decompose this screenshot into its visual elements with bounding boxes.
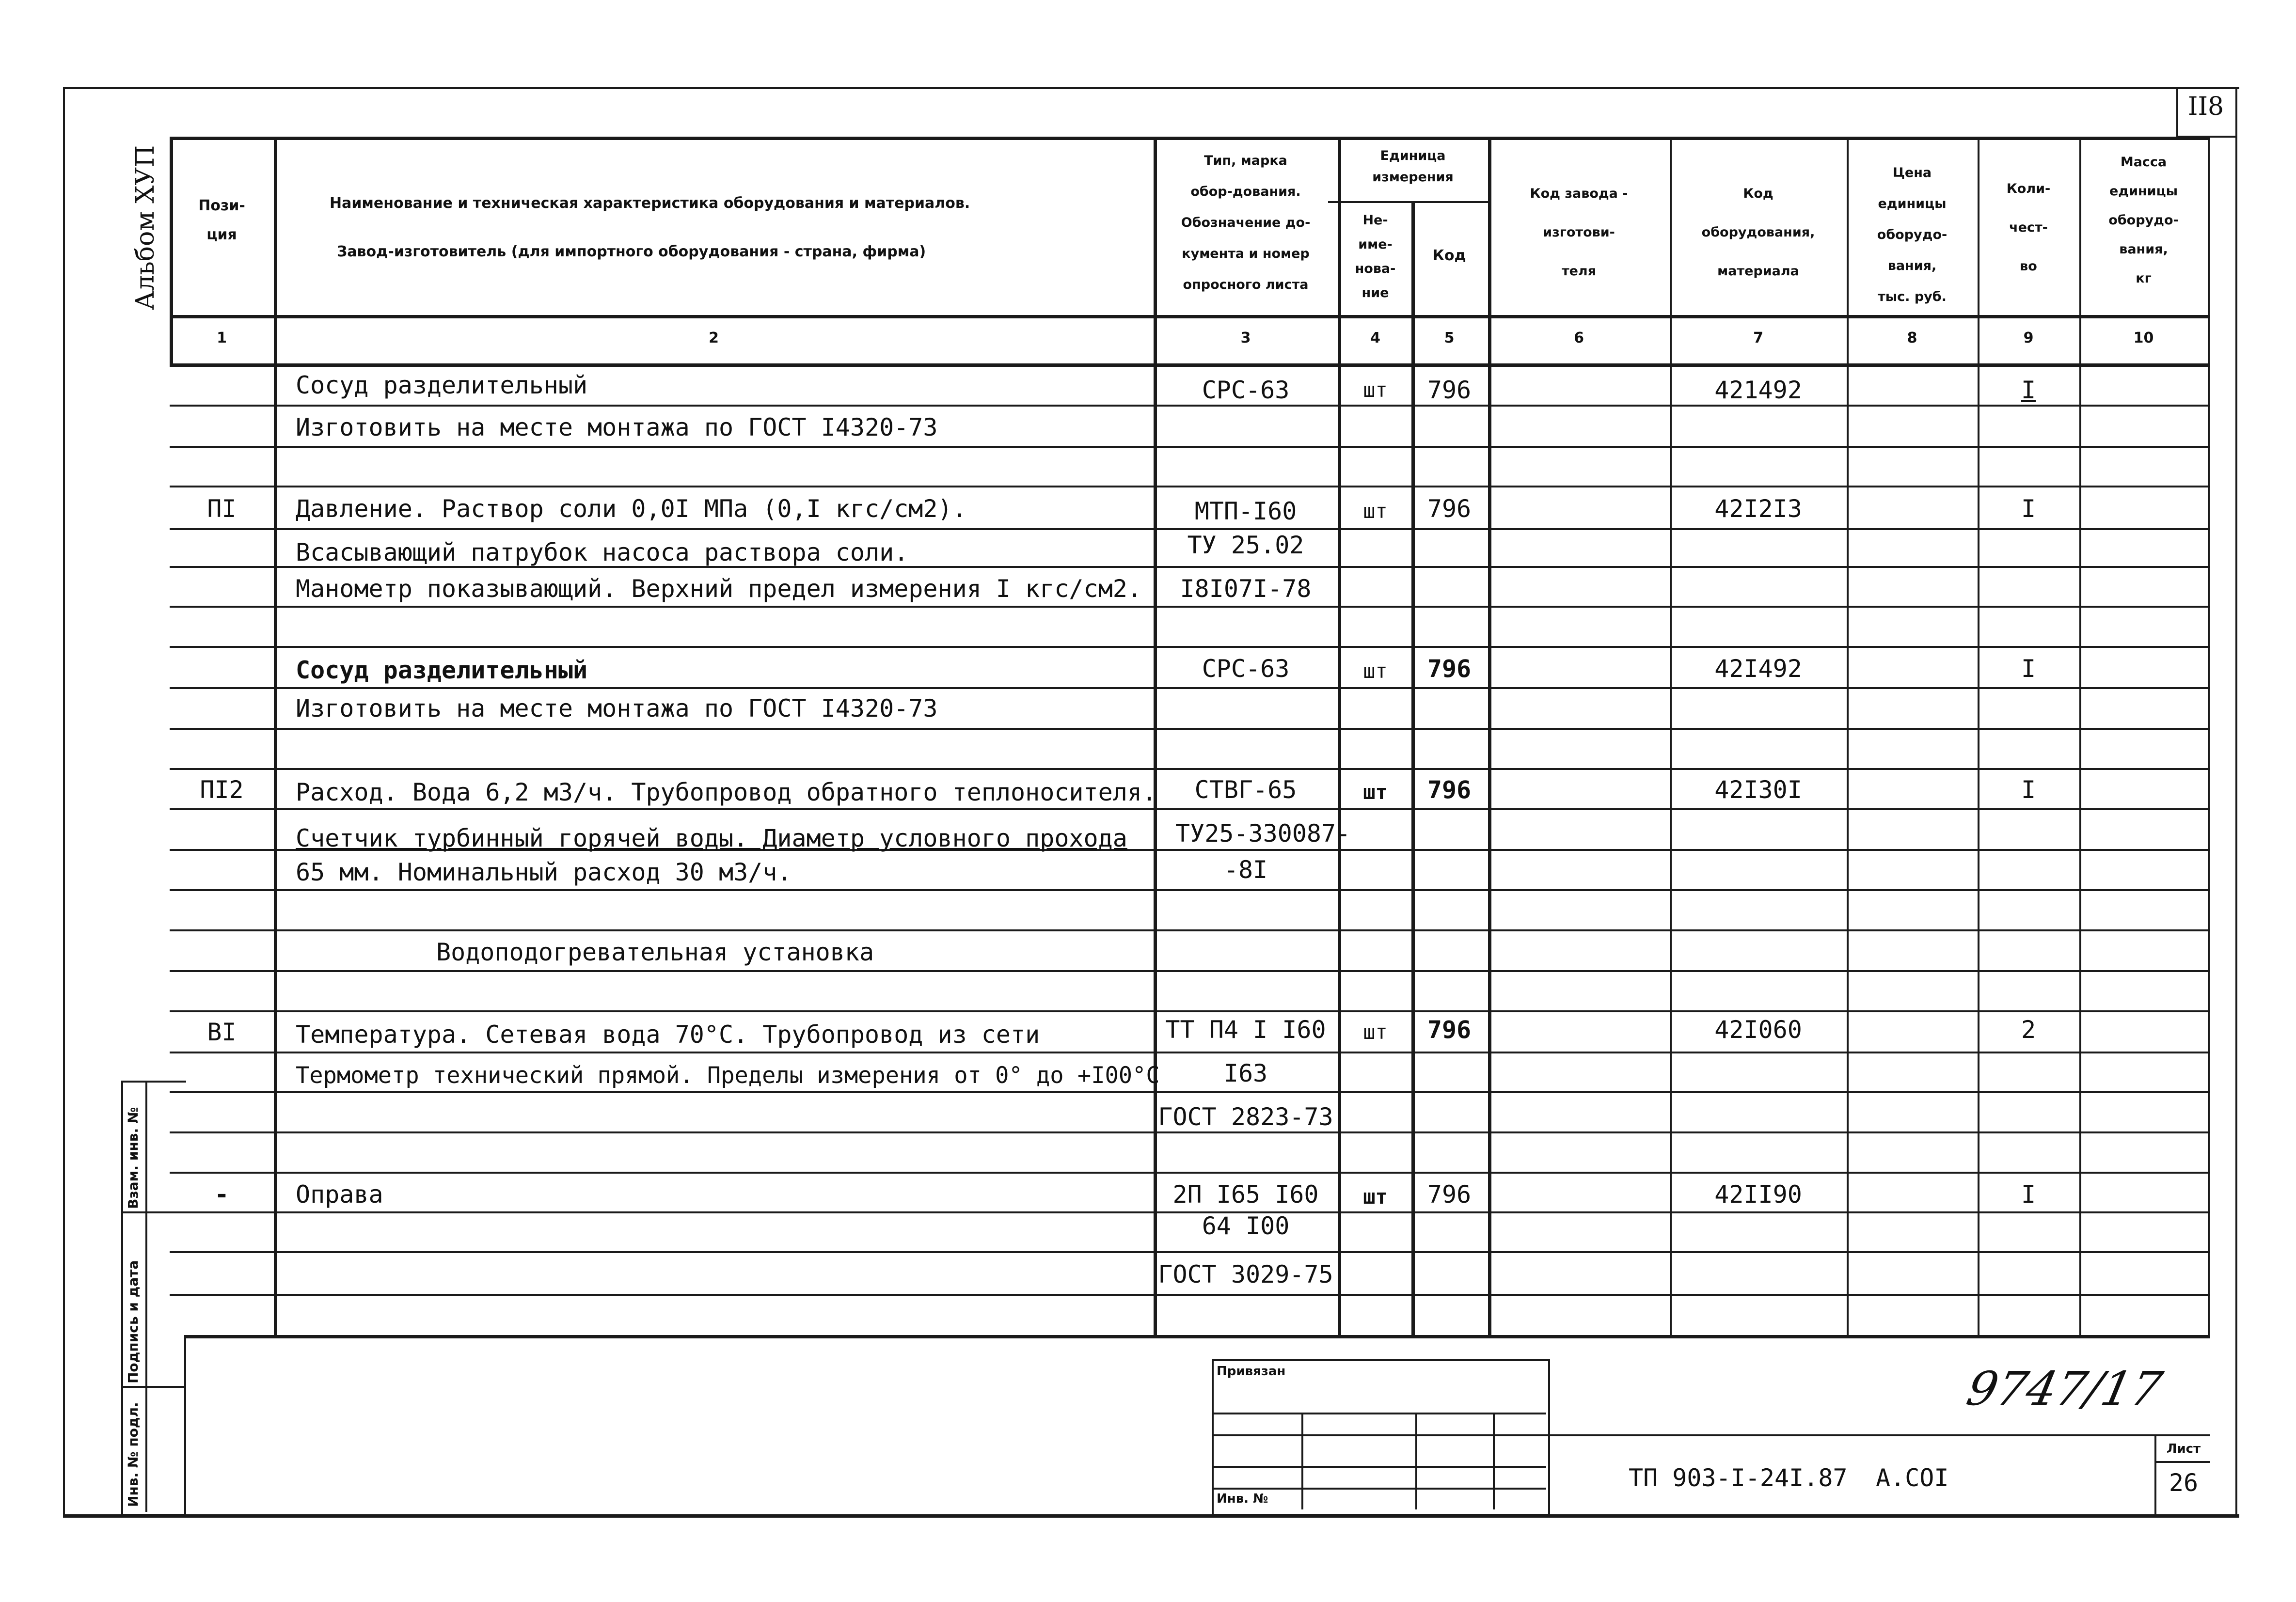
- row-pos: ПI: [207, 495, 237, 523]
- header-price: Цена единицы оборудо- вания, тыс. руб.: [1877, 165, 1948, 304]
- row-type: 64 I00: [1202, 1212, 1290, 1240]
- frame-left: [63, 87, 65, 1517]
- row-type: -8I: [1223, 856, 1268, 884]
- row-equip-code: 42II90: [1714, 1180, 1802, 1209]
- row-divider: [170, 768, 2210, 770]
- row-unit: шт: [1363, 659, 1388, 683]
- row-name: Давление. Раствор соли 0,0I МПа (0,I кгс/см2).: [296, 495, 967, 523]
- row-type: СРС-63: [1202, 655, 1290, 683]
- signature-date-label: Подпись и дата: [125, 1260, 141, 1383]
- row-pos: BI: [207, 1018, 237, 1046]
- row-unit: шт: [1363, 780, 1388, 804]
- doc-part: А.СОI: [1876, 1464, 1949, 1492]
- row-divider: [170, 1251, 2210, 1253]
- header-manufacturer-code: Код завода - изготови- теля: [1530, 186, 1628, 279]
- row-type: ГОСТ 2823-73: [1158, 1103, 1333, 1131]
- row-divider: [170, 646, 2210, 648]
- header-equipment-code: Код оборудования, материала: [1701, 186, 1815, 279]
- row-unit: шт: [1363, 499, 1388, 523]
- handwritten-number: 9747/17: [1962, 1362, 2167, 1416]
- row-name: Изготовить на месте монтажа по ГОСТ I4320-73: [296, 413, 938, 441]
- row-name: 65 мм. Номинальный расход 30 м3/ч.: [296, 858, 792, 886]
- row-divider: [170, 528, 2210, 530]
- row-code: 796: [1427, 1016, 1472, 1044]
- row-divider: [170, 1010, 2210, 1012]
- row-divider: [170, 1091, 2210, 1093]
- colnum-2: 2: [709, 330, 719, 346]
- header-name: Наименование и техническая характеристика оборудования и материалов. Завод-изготовитель (для импортного оборудования - страна, фирма): [330, 195, 970, 260]
- row-code: 796: [1427, 655, 1472, 683]
- row-code: 796: [1427, 776, 1472, 804]
- colnum-8: 8: [1907, 330, 1917, 346]
- row-name: Расход. Вода 6,2 м3/ч. Трубопровод обратного теплоносителя.: [296, 778, 1157, 806]
- row-qty: I: [2021, 376, 2036, 404]
- row-qty: I: [2021, 655, 2036, 683]
- row-divider: [170, 405, 2210, 407]
- header-unit-group: Единица измерения: [1372, 148, 1454, 185]
- colnum-7: 7: [1753, 330, 1763, 346]
- row-type: ТТ П4 I I60: [1165, 1016, 1326, 1044]
- row-divider: [170, 929, 2210, 931]
- row-qty: 2: [2021, 1016, 2036, 1044]
- row-divider: [170, 1052, 2210, 1053]
- row-divider: [170, 446, 2210, 448]
- row-type: 2П I65 I60: [1172, 1180, 1319, 1209]
- colnum-6: 6: [1574, 330, 1584, 346]
- album-label: Альбом ХУП: [131, 145, 160, 310]
- colnum-10: 10: [2133, 330, 2154, 346]
- row-divider: [170, 606, 2210, 608]
- row-qty: I: [2021, 1180, 2036, 1209]
- frame-top: [63, 87, 2239, 89]
- row-divider: [170, 808, 2210, 810]
- row-qty: I: [2021, 495, 2036, 523]
- row-type: I63: [1223, 1059, 1268, 1087]
- row-name: Счетчик турбинный горячей воды. Диаметр условного прохода: [296, 824, 1127, 852]
- colnum-4: 4: [1370, 330, 1380, 346]
- row-divider: [170, 687, 2210, 689]
- colnum-3: 3: [1240, 330, 1251, 346]
- header-position: Пози- ция: [198, 197, 245, 243]
- colnum-5: 5: [1444, 330, 1455, 346]
- row-divider: [170, 728, 2210, 730]
- bound-label: Привязан: [1217, 1364, 1286, 1379]
- row-type: МТП-I60: [1194, 497, 1297, 525]
- header-mass: Масса единицы оборудо- вания, кг: [2108, 155, 2179, 286]
- header-quantity: Коли- чест- во: [2006, 181, 2051, 274]
- row-equip-code: 42I060: [1714, 1016, 1802, 1044]
- row-equip-code: 421492: [1714, 376, 1802, 404]
- row-type: СРС-63: [1202, 376, 1290, 404]
- row-name: Сосуд разделительный: [296, 371, 588, 399]
- row-unit: шт: [1363, 1185, 1388, 1209]
- row-name: Оправа: [296, 1180, 383, 1209]
- colnum-9: 9: [2023, 330, 2034, 346]
- sheet-number: 26: [2169, 1469, 2199, 1497]
- row-type: ТУ25-330087-: [1175, 819, 1351, 848]
- header-unit-name: Не- име- нова- ние: [1355, 213, 1396, 300]
- row-name: Температура. Сетевая вода 70°С. Трубопровод из сети: [296, 1021, 1040, 1049]
- row-type: I8I07I-78: [1180, 575, 1312, 603]
- row-divider: [170, 1172, 2210, 1174]
- row-qty: I: [2021, 776, 2036, 804]
- row-type: ГОСТ 3029-75: [1158, 1260, 1333, 1288]
- colnum-1: 1: [217, 330, 227, 346]
- row-divider: [170, 1131, 2210, 1133]
- row-type: СТВГ-65: [1194, 776, 1297, 804]
- page-number: II8: [2187, 92, 2224, 121]
- row-type: ТУ 25.02: [1187, 531, 1304, 559]
- vzam-inv-label: Взам. инв. №: [125, 1107, 141, 1209]
- row-pos: -: [214, 1180, 229, 1209]
- section-title: Водоподогревательная установка: [436, 938, 874, 966]
- header-type: Тип, марка обор-дования. Обозначение до- кумента и номер опросного листа: [1181, 153, 1311, 292]
- inv-podl-label: Инв. № подл.: [125, 1402, 141, 1507]
- doc-code: ТП 903-I-24I.87: [1629, 1464, 1848, 1492]
- frame-right: [2235, 87, 2237, 1517]
- row-equip-code: 42I492: [1714, 655, 1802, 683]
- row-code: 796: [1427, 495, 1472, 523]
- row-name: Сосуд разделительный: [296, 656, 588, 684]
- row-unit: шт: [1363, 378, 1388, 402]
- row-divider: [170, 970, 2210, 972]
- row-divider: [170, 889, 2210, 891]
- row-pos: ПI2: [200, 776, 244, 804]
- row-divider: [170, 486, 2210, 487]
- row-name: Манометр показывающий. Верхний предел измерения I кгс/см2.: [296, 575, 1142, 603]
- row-divider: [170, 1294, 2210, 1296]
- header-unit-code: Код: [1432, 247, 1466, 264]
- row-equip-code: 42I2I3: [1714, 495, 1802, 523]
- row-name: Изготовить на месте монтажа по ГОСТ I4320-73: [296, 694, 938, 722]
- row-name: Термометр технический прямой. Пределы измерения от 0° до +I00°С: [296, 1062, 1160, 1089]
- inv-number-label: Инв. №: [1217, 1492, 1268, 1506]
- row-equip-code: 42I30I: [1714, 776, 1802, 804]
- row-unit: шт: [1363, 1020, 1388, 1044]
- row-name: Всасывающий патрубок насоса раствора соли.: [296, 538, 909, 566]
- row-code: 796: [1427, 1180, 1472, 1209]
- row-code: 796: [1427, 376, 1472, 404]
- sheet-label: Лист: [2166, 1442, 2201, 1456]
